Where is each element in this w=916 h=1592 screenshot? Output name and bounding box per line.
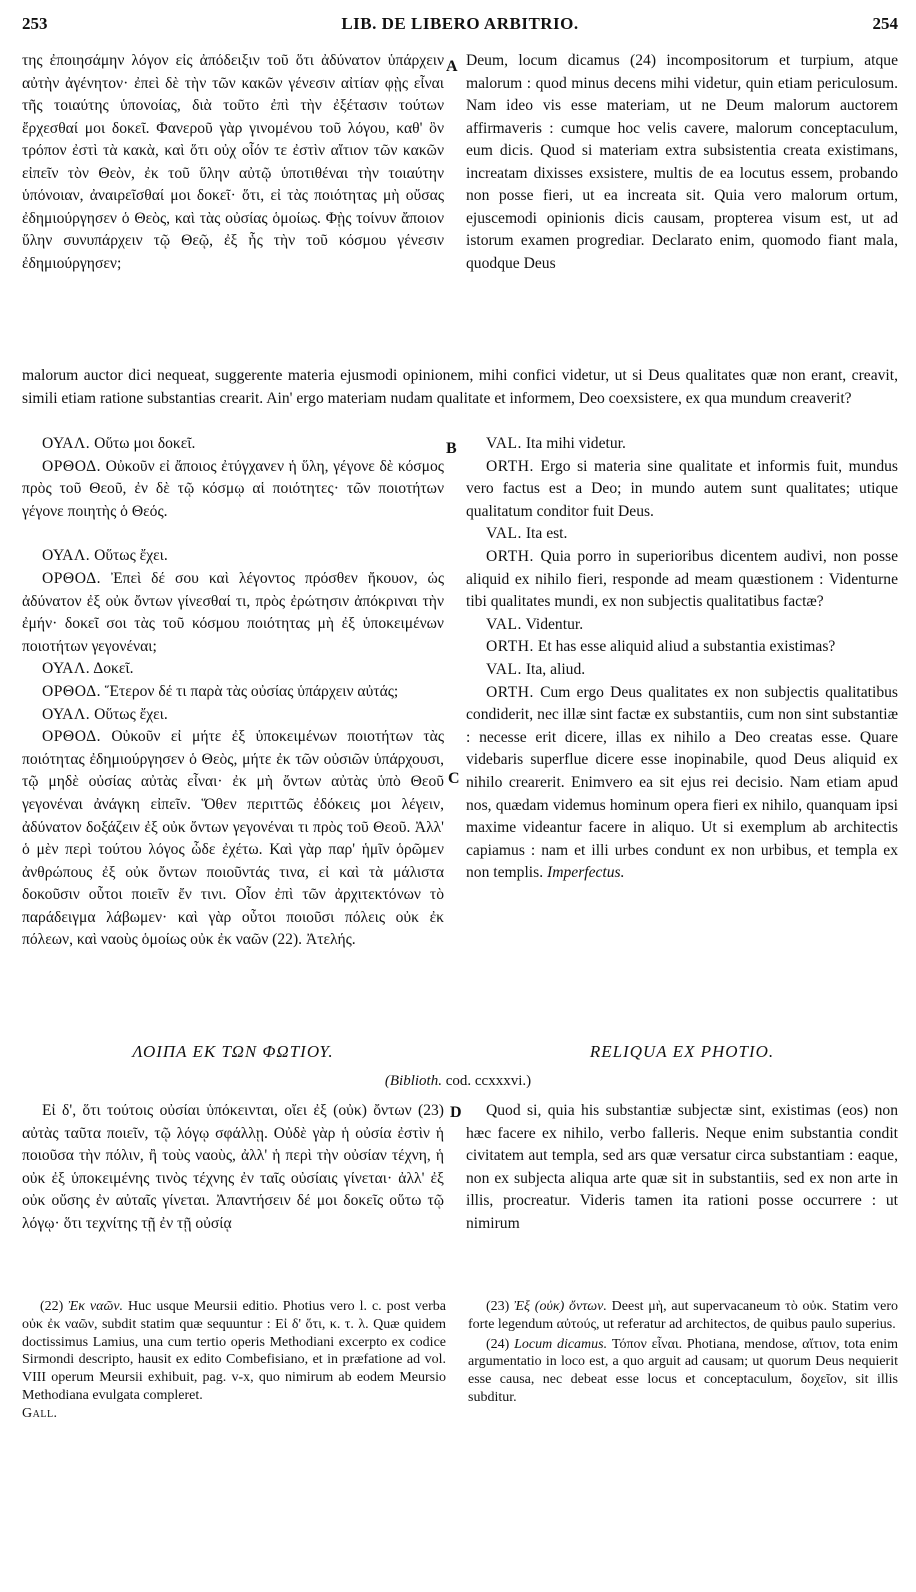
speaker: ΟΥΑΛ. [42, 705, 91, 723]
greek-turn [22, 726, 444, 952]
latin-turn [466, 682, 898, 885]
greek-top-text [22, 50, 444, 275]
footnote-text: Deest μὴ, aut supervacaneum τὸ οὐκ. Statim vero forte legendum αὐτούς, ut referatur ad architectos, de quibus paulo superius. [468, 1299, 898, 1332]
page-title: LIB. DE LIBERO ARBITRIO. [341, 14, 579, 33]
turn-text: Quia porro in superioribus dicentem audivi, non posse aliquid ex nihilo fieri, responde ad meam quæstionem : Videnturne tibi qualitates mundi, ex non subjectis qualitatibus factæ? [466, 547, 898, 611]
biblio-prefix: (Biblioth. [384, 1073, 442, 1089]
footnotes-left [22, 1298, 446, 1425]
speaker: ORTH. [486, 457, 534, 475]
greek-turn [22, 568, 444, 658]
greek-dialogue [22, 433, 444, 952]
footnote [22, 1298, 446, 1423]
turn-text: Ἐπεὶ δέ σου καὶ λέγοντος πρόσθεν ἤκουον, ὡς ἀδύνατον ἐξ οὐκ ὄντων γίνεσθαί τι, πρὸς ἐρώτησιν ἀπόκριναι τὴν ἐμήν· δοκεῖ σοι τὰς τοῦ κόσμου ποιότητας μὴ ἐξ ὑποκειμένων ποιοτήτων γεγονέναι; [22, 569, 444, 655]
bibliotheca-reference [0, 1073, 916, 1090]
full-width-text [22, 365, 898, 410]
speaker: ΟΡΘΟΔ. [42, 457, 101, 475]
speaker: VAL. [486, 660, 522, 678]
biblio-code: cod. ccxxxvi.) [445, 1073, 532, 1089]
right-page-number: 254 [872, 14, 898, 33]
footnote-lemma: Ἐξ (οὐκ) ὄντων. [514, 1299, 607, 1314]
photius-latin-paragraph: Quod si, quia his substantiæ subjectæ sint, existimas (eos) non hæc facere ex nihilo, verbo falleris. Neque enim substantia condit civitatem aut templa, sed ars quæ versatur circa substantiam : eaque, non ex subjecta aliqua arte quæ sit in substantiis, sed ex non arte in illis, procreatur. Videris tamen ita rationi posse occurrere : ut nimirum [466, 1102, 898, 1232]
latin-turn [466, 433, 898, 456]
section-heading-latin: RELIQUA EX PHOTIO. [589, 1042, 775, 1061]
footnote-lemma: Locum dicamus. [514, 1336, 608, 1352]
footnote-signature: Gall. [22, 1405, 58, 1421]
section-heading-greek: ΛΟΙΠΑ ΕΚ ΤΩΝ ΦΩΤΙΟΥ. [132, 1042, 334, 1061]
turn-text: Οὐκοῦν εἰ μήτε ἐξ ὑποκειμένων ποιοτήτων τὰς ποιότητας ἐδημιούργησεν ὁ Θεὸς, μήτε ἐκ τῶν οὐσιῶν ὑπάρχουσι, τῷ μηδὲ οὐσίας αὐτὰς εἶναι· ἐκ μὴ ὄντων αὐτὰς ὑπὸ Θεοῦ γεγονέναι ἀνάγκη εἰπεῖν. Ὅθεν περιττῶς ἐδόκεις μοι λέγειν, ἀδύνατον δοξάζειν ἐξ οὐκ ὄντων γεγονέναι τι πρὸς τοῦ Θεοῦ. Ἀλλ' ὁ μὲν περὶ τούτου λόγος ὧδε ἐχέτω. Καὶ γὰρ παρ' ἡμῖν ὁρῶμεν ἀνθρώπους ἐξ οὐκ ὄντων ποιοῦντάς τινα, εἰ καὶ τὰ μάλιστα δοκοῦσιν οὗτοι ποιεῖν ἔν τινι. Οἷον ἐπὶ τῶν ἀρχιτεκτόνων τὸ παράδειγμα λάβωμεν· καὶ γὰρ οὗτοι ποιοῦσι πόλεις οὐκ ἐκ πόλεων, καὶ ναοὺς ὁμοίως οὐκ ἐκ ναῶν (22). Ἀτελής. [22, 728, 444, 949]
footnote-number: (23) [486, 1299, 510, 1314]
speaker: ΟΡΘΟΔ. [42, 682, 101, 700]
latin-top-text [466, 50, 898, 275]
latin-turn [466, 659, 898, 682]
greek-turn [22, 681, 444, 704]
footnote-text: Τόπον εἶναι. Photiana, mendose, αἴτιον, tota enim argumentatio in loco est, a quo arguit ad causam; ut quorum Deus nequierit esse causa, nec debeat esse locus et conceptaculum, δοχεῖον, sit illis subditur. [468, 1336, 898, 1405]
latin-turn [466, 456, 898, 524]
footnote [468, 1336, 898, 1407]
speaker: ΟΥΑΛ. [42, 547, 91, 565]
speaker: VAL. [486, 435, 522, 452]
speaker: ORTH. [486, 547, 534, 565]
latin-dialogue [466, 433, 898, 885]
turn-text: Cum ergo Deus qualitates ex non subjectis qualitatibus condiderit, nec illæ sint factæ ex substantiis, cum non sint substantiæ : necesse erit dicere, illas ex nihilo a Deo creatas esse. Quare videbaris superflue dicere esse inopinabile, quod Deus aliquid ex nihilo crearerit. Enimvero ea sit ejus rei decisio. Nam etiam apud nos, quædam videmus hominum opera fieri ex nihilo, quanquam ipsi maxime videantur facere in aliquo. Ut si exemplum ab architectis capiamus : nam et illi urbes condunt ex non urbibus, et templa ex non templis. [466, 683, 898, 882]
speaker: ΟΡΘΟΔ. [42, 569, 101, 587]
speaker: ΟΥΑΛ. [42, 660, 91, 678]
turn-text: Οὐκοῦν εἰ ἄποιος ἐτύγχανεν ἡ ὕλη, γέγονε δὲ κόσμος πρὸς τοῦ Θεοῦ, ἐν δὲ τῷ κόσμῳ αἱ ποιότητες· τῶν ποιοτήτων γέγονε ποιητὴς ὁ Θεός. [22, 457, 444, 520]
imperfectus-note: Imperfectus. [547, 864, 625, 882]
speaker: VAL. [486, 525, 522, 543]
turn-text: Ita est. [525, 525, 568, 543]
speaker: ΟΥΑΛ. [42, 435, 91, 452]
footnote-text: Huc usque Meursii editio. Photius vero l. c. post verba οὐκ ἐκ ναῶν, subdit statim quæ sequuntur : Εἰ δ' ὅτι, κ. τ. λ. Quæ quidem doctissimus Lamius, una cum tertio operis Methodiani excerpto ex codice Sirmondi descripto, hausit ex edito Combefisiano, et in præfatione ad vol. VIII operum Meursii exhibuit, pag. v-x, quo nimirum ab eodem Meursio Methodiana evulgata compleret. [22, 1299, 447, 1403]
speaker: ΟΡΘΟΔ. [42, 728, 101, 746]
speaker: ORTH. [486, 638, 534, 656]
photius-latin [466, 1100, 898, 1235]
turn-text: Ἕτερον δέ τι παρὰ τὰς οὐσίας ὑπάρχειν αὐτάς; [104, 682, 399, 700]
footnote [468, 1298, 898, 1334]
turn-text: Οὕτω μοι δοκεῖ. [94, 435, 196, 452]
latin-paragraph: Deum, locum dicamus (24) incompositorum et turpium, atque malorum : quod minus decens mihi videtur, quin etiam periculosum. Nam ideo vis esse materiam, ut ne Deum malorum auctorem affirmaveris : cumque hoc velis cavere, malorum conceptaculum, eum dicis. Quod si materiam extra subsistentia creata existimans, increatam dixisses exsistere, multis de ea locutus essem, probando non posse fieri, ut ea increata sit. Quia vero malorum ortum, ejuscemodi opinionis dicis causam, propterea visum est, ut ad istorum examen progrediar. Declarato enim, quomodo fiant mala, quodque Deus [466, 52, 898, 272]
greek-turn [22, 658, 444, 681]
footnote-number: (24) [486, 1336, 510, 1352]
full-width-paragraph: malorum auctor dici nequeat, suggerente materia ejusmodi opinionem, mihi confici videtur, ut si Deus qualitates quæ non erant, creavit, simili etiam ratione substantias crearit. Ain' ergo materiam nudam qualitate et informem, Deo coexsistere, ex qua mundum creaverit? [22, 367, 898, 407]
turn-text: Ita, aliud. [525, 660, 586, 678]
margin-marker-c: C [448, 770, 460, 787]
margin-marker-a: A [446, 58, 458, 75]
speaker: VAL. [486, 615, 522, 633]
latin-turn [466, 546, 898, 614]
turn-text: Videntur. [525, 615, 584, 633]
latin-turn [466, 614, 898, 637]
speaker: ORTH. [486, 683, 534, 701]
running-header [22, 14, 898, 38]
left-page-number: 253 [22, 14, 48, 33]
turn-text: Et has esse aliquid aliud a substantia existimas? [537, 638, 836, 656]
photius-greek [22, 1100, 444, 1235]
turn-text: Οὕτως ἔχει. [94, 705, 168, 723]
footnote-number: (22) [40, 1299, 64, 1314]
turn-text: Οὕτως ἔχει. [94, 547, 168, 565]
latin-turn [466, 636, 898, 659]
turn-text: Δοκεῖ. [93, 660, 134, 678]
turn-text: Ergo si materia sine qualitate et informis fuit, mundus vero factus est a Deo; in mundo autem sunt qualitates; utique qualitatum conditor fuit Deus. [466, 457, 898, 520]
margin-marker-d: D [450, 1104, 462, 1121]
margin-marker-b: B [446, 440, 457, 457]
photius-greek-paragraph: Εἰ δ', ὅτι τούτοις οὐσίαι ὑπόκεινται, οἴει ἐξ (οὐκ) ὄντων (23) αὐτὰς ταῦτα ποιεῖν, τῷ λόγῳ σφάλλῃ. Οὐδὲ γὰρ ἡ οὐσία ἐστὶν ἡ ποιοῦσα τὴν πόλιν, ἢ τοὺς ναοὺς, ἀλλ' ἡ περὶ τὴν οὐσίαν τέχνη, ἡ οὐκ ἐξ ὑποκειμένης τινὸς τέχνης ἐν ταῖς οὐσίαις γίνεται· ἀλλ' ἐξ οὐκ οὔσης ἐν αὐταῖς γίνεται. Ἀπαντήσειν δέ μοι δοκεῖς οὕτω τῷ λόγῳ· ὅτι τεχνίτης τῇ ἐν τῇ οὐσίᾳ [22, 1102, 444, 1232]
latin-turn [466, 523, 898, 546]
greek-paragraph: της ἐποιησάμην λόγον εἰς ἀπόδειξιν τοῦ ὅτι ἀδύνατον ὑπάρχειν αὐτὴν ἀγένητον· ἐπεὶ δὲ τὴν τῶν κακῶν γένεσιν αἰτίαν φῂς εἶναι τῆς τοιαύτης ὑπονοίας, διὰ τοῦτο ἐπὶ τὴν ἐξέτασιν τούτων ἔρχεσθαί μοι δοκεῖ. Φανεροῦ γὰρ γινομένου τοῦ λόγου, καθ' ὃν τρόπον ἐστὶ τὰ κακὰ, καὶ ὅτι οὐχ οἷόν τε ἐστὶν αἴτιον τῶν κακῶν εἰπεῖν τὸν Θεὸν, ἐκ τοῦ ὕλην αὐτῷ ὑποτιθέναι τὴν τοιαύτην ὑπόνοιαν, ἀναιρεῖσθαί μοι δοκεῖ· ὅτι, εἰ τὰς ποιότητας μὴ οὔσας ἐδημιούργησεν ὁ Θεὸς, καὶ τὰς οὐσίας ὁμοίως. Φῂς τοίνυν ἄποιον ὕλην συνυπάρχειν τῷ Θεῷ, ἐξ ἧς τὴν τοῦ κόσμου γένεσιν ἐδημιούργησεν; [22, 52, 444, 272]
greek-turn [22, 456, 444, 524]
greek-turn [22, 704, 444, 727]
turn-text: Ita mihi videtur. [525, 435, 626, 452]
footnotes-right [468, 1298, 898, 1409]
greek-turn [22, 433, 444, 456]
greek-turn [22, 545, 444, 568]
footnote-lemma: Ἐκ ναῶν. [68, 1299, 124, 1314]
